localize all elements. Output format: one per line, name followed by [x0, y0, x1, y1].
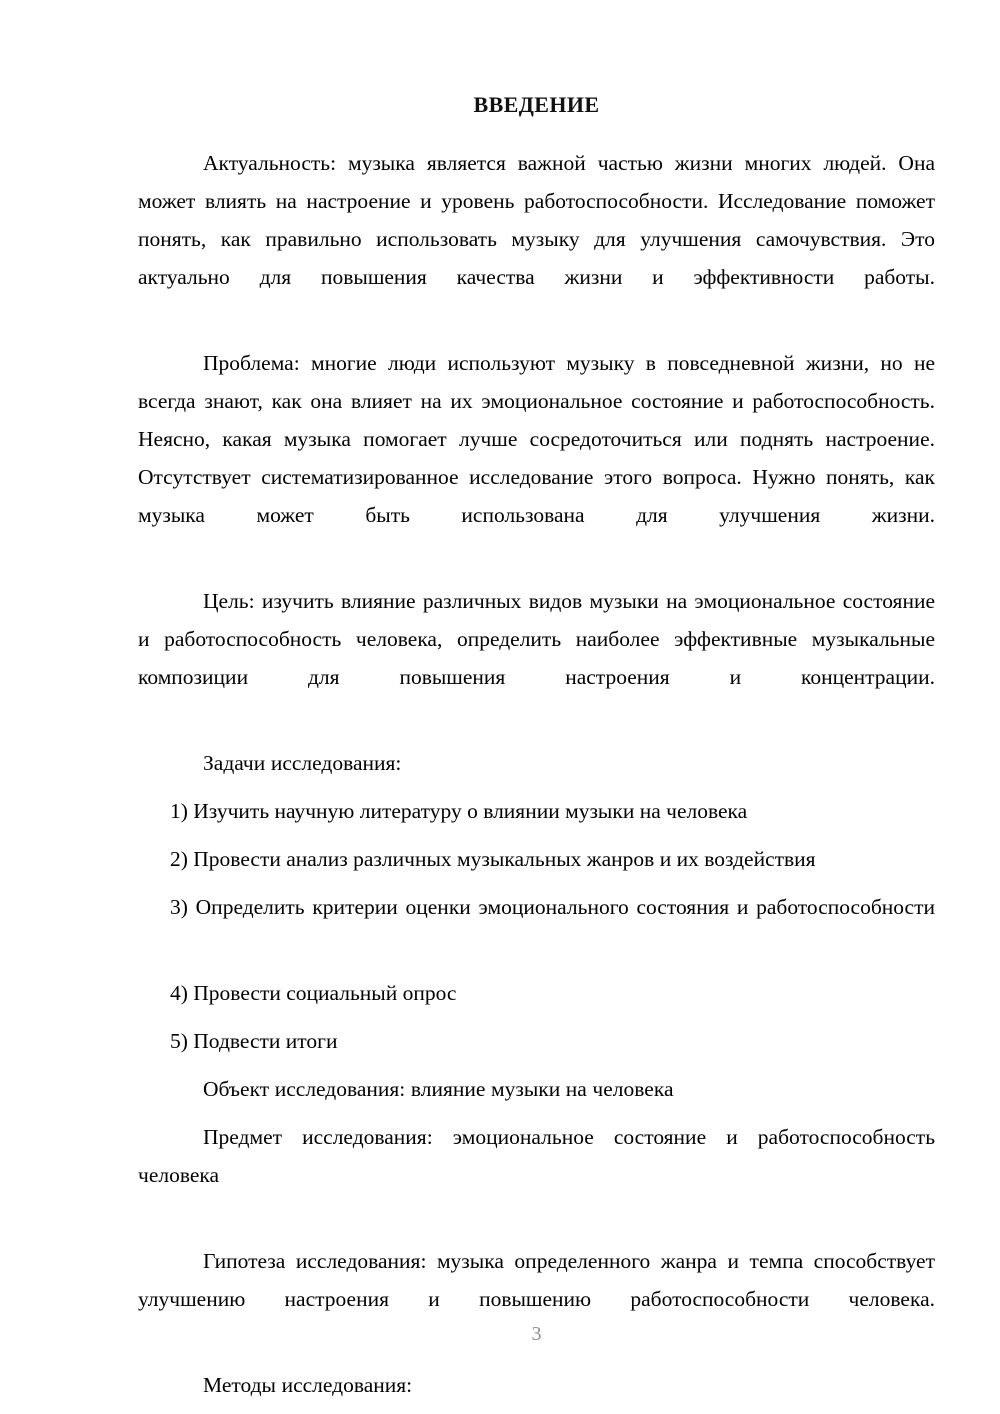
- task-list-item-1: 1) Изучить научную литературу о влиянии музыки на человека: [170, 799, 748, 823]
- paragraph-subject: Предмет исследования: эмоциональное состояние и работоспособность человека: [138, 1125, 935, 1187]
- paragraph-goal: Цель: изучить влияние различных видов музыки на эмоциональное состояние и работоспособность человека, определить наиболее эффективные музыкальные композиции для повышения настроения и концентрации.: [138, 589, 935, 689]
- page-number: 3: [531, 1323, 542, 1345]
- page-content: [138, 92, 935, 1414]
- task-list-item-4: 4) Провести социальный опрос: [170, 981, 457, 1005]
- paragraph-hypothesis: Гипотеза исследования: музыка определенного жанра и темпа способствует улучшению настроения и повышению работоспособности человека.: [138, 1249, 935, 1311]
- page-title: ВВЕДЕНИЕ: [473, 92, 600, 117]
- task-list-item-3: 3) Определить критерии оценки эмоционального состояния и работоспособности: [170, 895, 935, 919]
- tasks-heading: Задачи исследования:: [203, 751, 402, 775]
- paragraph-problem: Проблема: многие люди используют музыку в повседневной жизни, но не всегда знают, как она влияет на их эмоциональное состояние и работоспособность. Неясно, какая музыка помогает лучше сосредоточиться или поднять настроение. Отсутствует систематизированное исследование этого вопроса. Нужно понять, как музыка может быть использована для улучшения жизни.: [138, 351, 935, 527]
- task-list-item-2: 2) Провести анализ различных музыкальных жанров и их воздействия: [170, 847, 816, 871]
- paragraph-object: Объект исследования: влияние музыки на человека: [203, 1077, 674, 1101]
- task-list-item-5: 5) Подвести итоги: [170, 1029, 338, 1053]
- paragraph-relevance: Актуальность: музыка является важной частью жизни многих людей. Она может влиять на настроение и уровень работоспособности. Исследование поможет понять, как правильно использовать музыку для улучшения самочувствия. Это актуально для повышения качества жизни и эффективности работы.: [138, 151, 935, 289]
- methods-heading: Методы исследования:: [203, 1373, 413, 1397]
